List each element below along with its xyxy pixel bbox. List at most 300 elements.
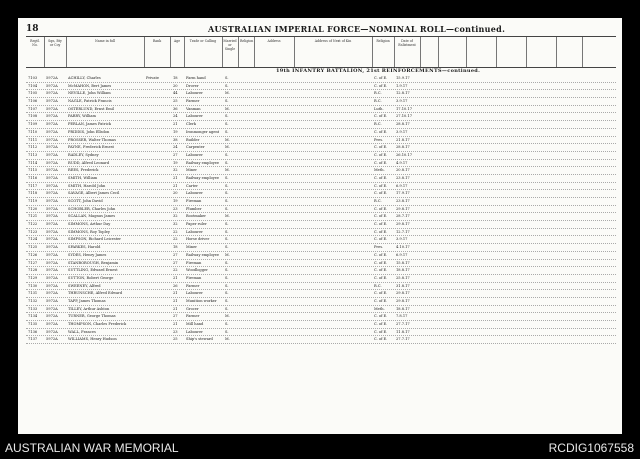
- table-cell: 20.8.17: [396, 168, 410, 173]
- col-sqn: Sqn, Bty or Coy: [48, 39, 62, 47]
- column-rule: [582, 37, 583, 67]
- table-cell: S.: [225, 152, 229, 157]
- table-cell: Miner: [186, 245, 197, 250]
- table-cell: SCOTT, John David: [68, 199, 103, 203]
- col-enlistment: Date of Enlistment: [398, 39, 416, 47]
- table-cell: 21: [173, 175, 178, 180]
- column-rule: [526, 37, 527, 67]
- table-row: [26, 121, 616, 129]
- table-row: [26, 75, 616, 83]
- table-cell: Clerk: [186, 122, 196, 127]
- table-cell: THRUNSCHE, Alfred Edward: [68, 291, 123, 296]
- table-cell: 44: [173, 91, 178, 96]
- table-cell: 5972A: [46, 275, 58, 280]
- table-row: [26, 98, 616, 106]
- column-rule: [496, 37, 497, 67]
- table-cell: 5972A: [46, 291, 58, 296]
- table-cell: 21: [173, 298, 178, 303]
- table-cell: 21: [173, 183, 178, 188]
- table-cell: 7137: [28, 337, 38, 342]
- section-heading: 19th INFANTRY BATTALION, 21st REINFORCEMENTS—continued.: [276, 68, 481, 74]
- col-religion-2: Religion: [376, 39, 390, 43]
- table-cell: Railway employee: [186, 252, 220, 257]
- table-row: [26, 306, 616, 314]
- table-cell: 28.7.17: [396, 214, 410, 219]
- table-cell: S.: [225, 245, 229, 250]
- table-cell: Ship's steward: [186, 337, 213, 342]
- table-cell: 7121: [28, 214, 38, 219]
- table-cell: 5972A: [46, 252, 58, 257]
- table-cell: 5972A: [46, 283, 58, 288]
- table-cell: 21: [173, 122, 178, 127]
- table-row: [26, 152, 616, 160]
- table-cell: Labourer: [186, 329, 203, 334]
- table-cell: Drover: [186, 83, 199, 88]
- table-cell: 18.8.17: [396, 306, 410, 311]
- table-cell: R.C.: [374, 91, 382, 96]
- table-cell: STANBOROUGH, Benjamin: [68, 260, 119, 265]
- table-cell: 19: [173, 199, 178, 203]
- table-cell: R.C.: [374, 99, 382, 104]
- table-cell: C. of E.: [374, 222, 388, 227]
- footer-bar: [0, 437, 640, 459]
- table-cell: 22: [173, 237, 178, 242]
- table-cell: S.: [225, 268, 229, 273]
- table-cell: C. of E.: [374, 160, 388, 165]
- roll-title: AUSTRALIAN IMPERIAL FORCE—NOMINAL ROLL—continued.: [208, 24, 506, 34]
- table-cell: PERLAN, James Patrick: [68, 122, 111, 127]
- table-cell: S.: [225, 275, 229, 280]
- table-row: [26, 175, 616, 183]
- table-cell: Meth.: [374, 168, 385, 173]
- table-cell: S.: [225, 222, 229, 227]
- table-cell: 7131: [28, 291, 38, 296]
- table-cell: Plumber: [186, 206, 202, 211]
- table-cell: Labourer: [186, 291, 203, 296]
- table-cell: OSTERLUND, Ernst Emil: [68, 106, 114, 111]
- table-cell: Mill hand: [186, 322, 204, 326]
- table-cell: S.: [225, 83, 229, 88]
- table-cell: Woodlogger: [186, 268, 208, 273]
- table-row: [26, 290, 616, 298]
- table-row: [26, 260, 616, 268]
- table-cell: SIMPSON, Richard Leicester: [68, 237, 122, 242]
- table-cell: 19: [173, 160, 178, 165]
- table-cell: 27.7.17: [396, 322, 410, 326]
- table-cell: S.: [225, 260, 229, 265]
- table-cell: 32: [173, 168, 178, 173]
- table-row: [26, 160, 616, 168]
- table-row: [26, 198, 616, 206]
- table-cell: M.: [225, 214, 230, 219]
- table-cell: 29.8.17: [396, 298, 410, 303]
- table-cell: 12.7.17: [396, 229, 410, 234]
- table-cell: R.C.: [374, 283, 382, 288]
- table-cell: S.: [225, 291, 229, 296]
- table-cell: S.: [225, 237, 229, 242]
- table-cell: 27: [173, 314, 178, 319]
- table-row: [26, 90, 616, 98]
- table-cell: SWEENEY, Alfred: [68, 283, 101, 288]
- table-cell: 11.8.17: [396, 329, 410, 334]
- table-row: [26, 275, 616, 283]
- table-cell: 7133: [28, 306, 38, 311]
- table-cell: 5972A: [46, 245, 58, 250]
- table-cell: 5972A: [46, 314, 58, 319]
- table-cell: 32: [173, 214, 178, 219]
- table-cell: 5972A: [46, 306, 58, 311]
- table-cell: SMITH, William: [68, 175, 98, 180]
- table-cell: S.: [225, 199, 229, 203]
- table-cell: S.: [225, 283, 229, 288]
- table-cell: NAGLE, Patrick Francis: [68, 99, 112, 104]
- table-cell: S.: [225, 129, 229, 134]
- table-row: [26, 229, 616, 237]
- table-cell: 18: [173, 245, 178, 250]
- table-cell: 5972A: [46, 122, 58, 127]
- table-cell: 23.8.17: [396, 175, 410, 180]
- table-cell: Horse driver: [186, 237, 210, 242]
- table-cell: 23.8.17: [396, 199, 410, 203]
- table-cell: 27: [173, 260, 178, 265]
- table-cell: S.: [225, 160, 229, 165]
- table-cell: 5972A: [46, 229, 58, 234]
- table-cell: C. of E.: [374, 291, 388, 296]
- table-cell: S.: [225, 183, 229, 188]
- column-rule: [66, 37, 67, 67]
- table-cell: 15.8.17: [396, 260, 410, 265]
- table-cell: 20: [173, 83, 178, 88]
- table-cell: Farmer: [186, 283, 200, 288]
- page-number: 18: [26, 24, 39, 34]
- table-cell: S.: [225, 229, 229, 234]
- table-cell: 31.8.17: [396, 283, 410, 288]
- table-cell: 7109: [28, 122, 38, 127]
- table-cell: 3.9.17: [396, 129, 408, 134]
- table-cell: Pres.: [374, 137, 384, 142]
- table-cell: S.: [225, 191, 229, 196]
- table-cell: M.: [225, 168, 230, 173]
- table-cell: 5972A: [46, 152, 58, 157]
- table-cell: SMITH, Harold John: [68, 183, 106, 188]
- table-cell: S.: [225, 114, 229, 119]
- table-cell: 5972A: [46, 237, 58, 242]
- table-row: [26, 252, 616, 260]
- table-row: [26, 129, 616, 137]
- table-cell: Labourer: [186, 114, 203, 119]
- table-cell: Bootmaker: [186, 214, 206, 219]
- table-row: [26, 106, 616, 114]
- table-cell: Pres.: [374, 245, 384, 250]
- column-rule: [170, 37, 171, 67]
- table-cell: 3.9.17: [396, 99, 408, 104]
- table-cell: S.: [225, 306, 229, 311]
- column-rule: [394, 37, 395, 67]
- table-cell: Miner: [186, 168, 197, 173]
- table-cell: 17.10.17: [396, 106, 413, 111]
- table-cell: NEVILLE, John William: [68, 91, 111, 96]
- table-cell: Fireman: [186, 275, 202, 280]
- table-cell: SCALLAN, Magnus James: [68, 214, 116, 219]
- table-cell: RADLEY, Sydney: [68, 152, 99, 157]
- column-rule: [144, 37, 145, 67]
- col-address: Address: [267, 39, 281, 43]
- table-row: [26, 206, 616, 214]
- table-cell: 7115: [28, 168, 38, 173]
- table-cell: S.: [225, 298, 229, 303]
- table-cell: Farmer: [186, 314, 200, 319]
- table-row: [26, 236, 616, 244]
- table-cell: 5972A: [46, 214, 58, 219]
- table-cell: Labourer: [186, 229, 203, 234]
- table-cell: C. of E.: [374, 298, 388, 303]
- table-cell: 7123: [28, 229, 38, 234]
- table-cell: 5972A: [46, 129, 58, 134]
- table-cell: Fireman: [186, 199, 202, 203]
- table-cell: WALL, Frances: [68, 329, 96, 334]
- table-cell: PRIDDIS, John Ellsdon: [68, 129, 110, 134]
- table-cell: 23: [173, 329, 178, 334]
- table-cell: 26.10.17: [396, 152, 413, 157]
- table-cell: 5972A: [46, 106, 58, 111]
- table-cell: Munition worker: [186, 298, 217, 303]
- table-cell: Fireman: [186, 260, 202, 265]
- table-cell: 7116: [28, 175, 38, 180]
- table-cell: Labourer: [186, 191, 203, 196]
- col-married: Married or Single: [223, 39, 237, 51]
- table-cell: 17.9.17: [396, 191, 410, 196]
- table-cell: C. of E.: [374, 314, 388, 319]
- table-cell: 5972A: [46, 175, 58, 180]
- table-cell: 7130: [28, 283, 38, 288]
- table-cell: REES, Frederick: [68, 168, 99, 173]
- table-cell: WILLIAMS, Henry Hudson: [68, 337, 117, 342]
- table-cell: C. of E.: [374, 268, 388, 273]
- table-row: [26, 321, 616, 329]
- table-cell: 1.9.17: [396, 83, 408, 88]
- table-cell: 7119: [28, 199, 38, 203]
- column-rule: [294, 37, 295, 67]
- table-cell: C. of E.: [374, 152, 388, 157]
- table-cell: 5972A: [46, 137, 58, 142]
- table-row: [26, 113, 616, 121]
- table-cell: C. of E.: [374, 229, 388, 234]
- table-cell: Railway employee: [186, 160, 220, 165]
- table-cell: 7126: [28, 252, 38, 257]
- table-cell: 36: [173, 106, 178, 111]
- table-cell: 24: [173, 145, 178, 150]
- table-row: [26, 283, 616, 291]
- table-cell: S.: [225, 322, 229, 326]
- col-regtl-no: Regtl. No.: [30, 39, 40, 47]
- col-rank: Rank: [152, 39, 162, 43]
- table-cell: C. of E.: [374, 191, 388, 196]
- table-cell: S.: [225, 76, 229, 80]
- table-cell: 29.8.17: [396, 206, 410, 211]
- col-next-of-kin: Address of Next of Kin: [314, 39, 352, 43]
- table-cell: C. of E.: [374, 275, 388, 280]
- table-cell: Railway employee: [186, 175, 220, 180]
- table-cell: S.: [225, 175, 229, 180]
- table-cell: TILLEY, Arthur Ashton: [68, 306, 110, 311]
- table-cell: Carpenter: [186, 145, 205, 150]
- table-cell: 5972A: [46, 114, 58, 119]
- table-cell: 7128: [28, 268, 38, 273]
- table-cell: Vanman: [186, 106, 201, 111]
- table-row: [26, 267, 616, 275]
- table-row: [26, 336, 616, 344]
- table-cell: 7103: [28, 76, 38, 80]
- table-cell: 7117: [28, 183, 38, 188]
- table-cell: 27: [173, 152, 178, 157]
- table-cell: 7127: [28, 260, 38, 265]
- table-cell: 5972A: [46, 260, 58, 265]
- table-cell: 32: [173, 222, 178, 227]
- table-cell: 7132: [28, 298, 38, 303]
- table-row: [26, 313, 616, 321]
- table-cell: 5972A: [46, 99, 58, 104]
- table-cell: McMAHON, Bert James: [68, 83, 112, 88]
- col-trade: Trade or Calling: [189, 39, 217, 43]
- table-cell: C. of E.: [374, 260, 388, 265]
- table-cell: 22: [173, 268, 178, 273]
- table-cell: Farmer: [186, 99, 200, 104]
- column-rule: [420, 37, 421, 67]
- table-cell: 21.8.17: [396, 137, 410, 142]
- table-cell: M.: [225, 252, 230, 257]
- table-cell: 5972A: [46, 329, 58, 334]
- table-cell: M.: [225, 91, 230, 96]
- table-cell: 25.8.17: [396, 275, 410, 280]
- col-religion: Religion: [240, 39, 254, 43]
- table-cell: 21: [173, 322, 178, 326]
- table-cell: 23: [173, 206, 178, 211]
- table-row: [26, 83, 616, 91]
- table-cell: Labourer: [186, 152, 203, 157]
- column-rule: [254, 37, 255, 67]
- table-cell: Farm hand: [186, 76, 206, 80]
- table-row: [26, 329, 616, 337]
- table-cell: 5972A: [46, 337, 58, 342]
- table-cell: C. of E.: [374, 322, 388, 326]
- table-cell: 21: [173, 291, 178, 296]
- table-row: [26, 221, 616, 229]
- table-cell: 28.8.17: [396, 145, 410, 150]
- table-cell: C. of E.: [374, 76, 388, 80]
- table-row: [26, 190, 616, 198]
- table-cell: 7114: [28, 160, 38, 165]
- table-cell: SPARKES, Harold: [68, 245, 101, 250]
- table-cell: 25: [173, 99, 178, 104]
- table-cell: 15.9.17: [396, 76, 410, 80]
- table-cell: 25: [173, 337, 178, 342]
- table-cell: 21: [173, 306, 178, 311]
- table-cell: 7111: [28, 137, 38, 142]
- table-cell: 22: [173, 229, 178, 234]
- table-cell: 27.7.17: [396, 337, 410, 342]
- table-cell: C. of E.: [374, 329, 388, 334]
- table-cell: 5972A: [46, 322, 58, 326]
- column-rule: [556, 37, 557, 67]
- table-cell: 18.8.17: [396, 268, 410, 273]
- table-cell: 27: [173, 252, 178, 257]
- table-cell: C. of E.: [374, 175, 388, 180]
- table-cell: 7107: [28, 106, 38, 111]
- table-cell: 5972A: [46, 191, 58, 196]
- table-cell: 7.8.17: [396, 314, 408, 319]
- table-cell: SCHOBLER, Charles John: [68, 206, 116, 211]
- table-cell: PARRY, William: [68, 114, 96, 119]
- table-cell: M.: [225, 337, 230, 342]
- table-cell: SIMMONS, Arthur Day: [68, 222, 111, 227]
- table-cell: M.: [225, 314, 230, 319]
- table-cell: 7110: [28, 129, 38, 134]
- table-cell: 7136: [28, 329, 38, 334]
- table-row: [26, 144, 616, 152]
- table-cell: 7135: [28, 322, 38, 326]
- table-cell: 3.9.17: [396, 237, 408, 242]
- table-cell: C. of E.: [374, 114, 388, 119]
- table-cell: 26: [173, 283, 178, 288]
- table-cell: 29.8.17: [396, 291, 410, 296]
- table-cell: R.C.: [374, 199, 382, 203]
- table-cell: 20: [173, 191, 178, 196]
- table-cell: PROSSER, Walter Thomas: [68, 137, 116, 142]
- table-cell: 7122: [28, 222, 38, 227]
- table-cell: C. of E.: [374, 145, 388, 150]
- col-name: Name in full: [95, 39, 115, 43]
- table-cell: C. of E.: [374, 237, 388, 242]
- table-cell: 7125: [28, 245, 38, 250]
- table-cell: 4.9.17: [396, 160, 408, 165]
- column-rule: [372, 37, 373, 67]
- table-cell: 5972A: [46, 76, 58, 80]
- table-cell: TURNER, George Thomas: [68, 314, 116, 319]
- table-cell: M.: [225, 137, 230, 142]
- table-cell: RUDD, Alfred Leonard: [68, 160, 110, 165]
- column-header-row: [26, 36, 616, 68]
- table-row: [26, 244, 616, 252]
- column-rule: [44, 37, 45, 67]
- table-cell: Builder: [186, 137, 200, 142]
- table-cell: THOMPSON, Charles Frederick: [68, 322, 127, 326]
- column-rule: [184, 37, 185, 67]
- footer-right: RCDIG1067558: [548, 441, 634, 455]
- table-cell: 5972A: [46, 268, 58, 273]
- table-cell: 5972A: [46, 160, 58, 165]
- table-cell: 5972A: [46, 183, 58, 188]
- table-cell: C. of E.: [374, 337, 388, 342]
- table-cell: 24: [173, 114, 178, 119]
- table-cell: 5972A: [46, 145, 58, 150]
- table-cell: M.: [225, 145, 230, 150]
- table-cell: C. of E.: [374, 206, 388, 211]
- table-cell: 4.10.17: [396, 245, 410, 250]
- table-cell: SUTTLING, Edward Ernest: [68, 268, 118, 273]
- table-cell: Grocer: [186, 306, 199, 311]
- table-cell: Carter: [186, 183, 198, 188]
- table-row: [26, 137, 616, 145]
- table-cell: 5972A: [46, 298, 58, 303]
- table-row: [26, 167, 616, 175]
- table-cell: 18: [173, 76, 178, 80]
- col-age: Age: [173, 39, 181, 43]
- table-cell: Luth.: [374, 106, 384, 111]
- table-cell: Ironmonger agent: [186, 129, 220, 134]
- table-cell: S.: [225, 329, 229, 334]
- table-cell: 6.9.17: [396, 183, 408, 188]
- table-cell: 7112: [28, 145, 38, 150]
